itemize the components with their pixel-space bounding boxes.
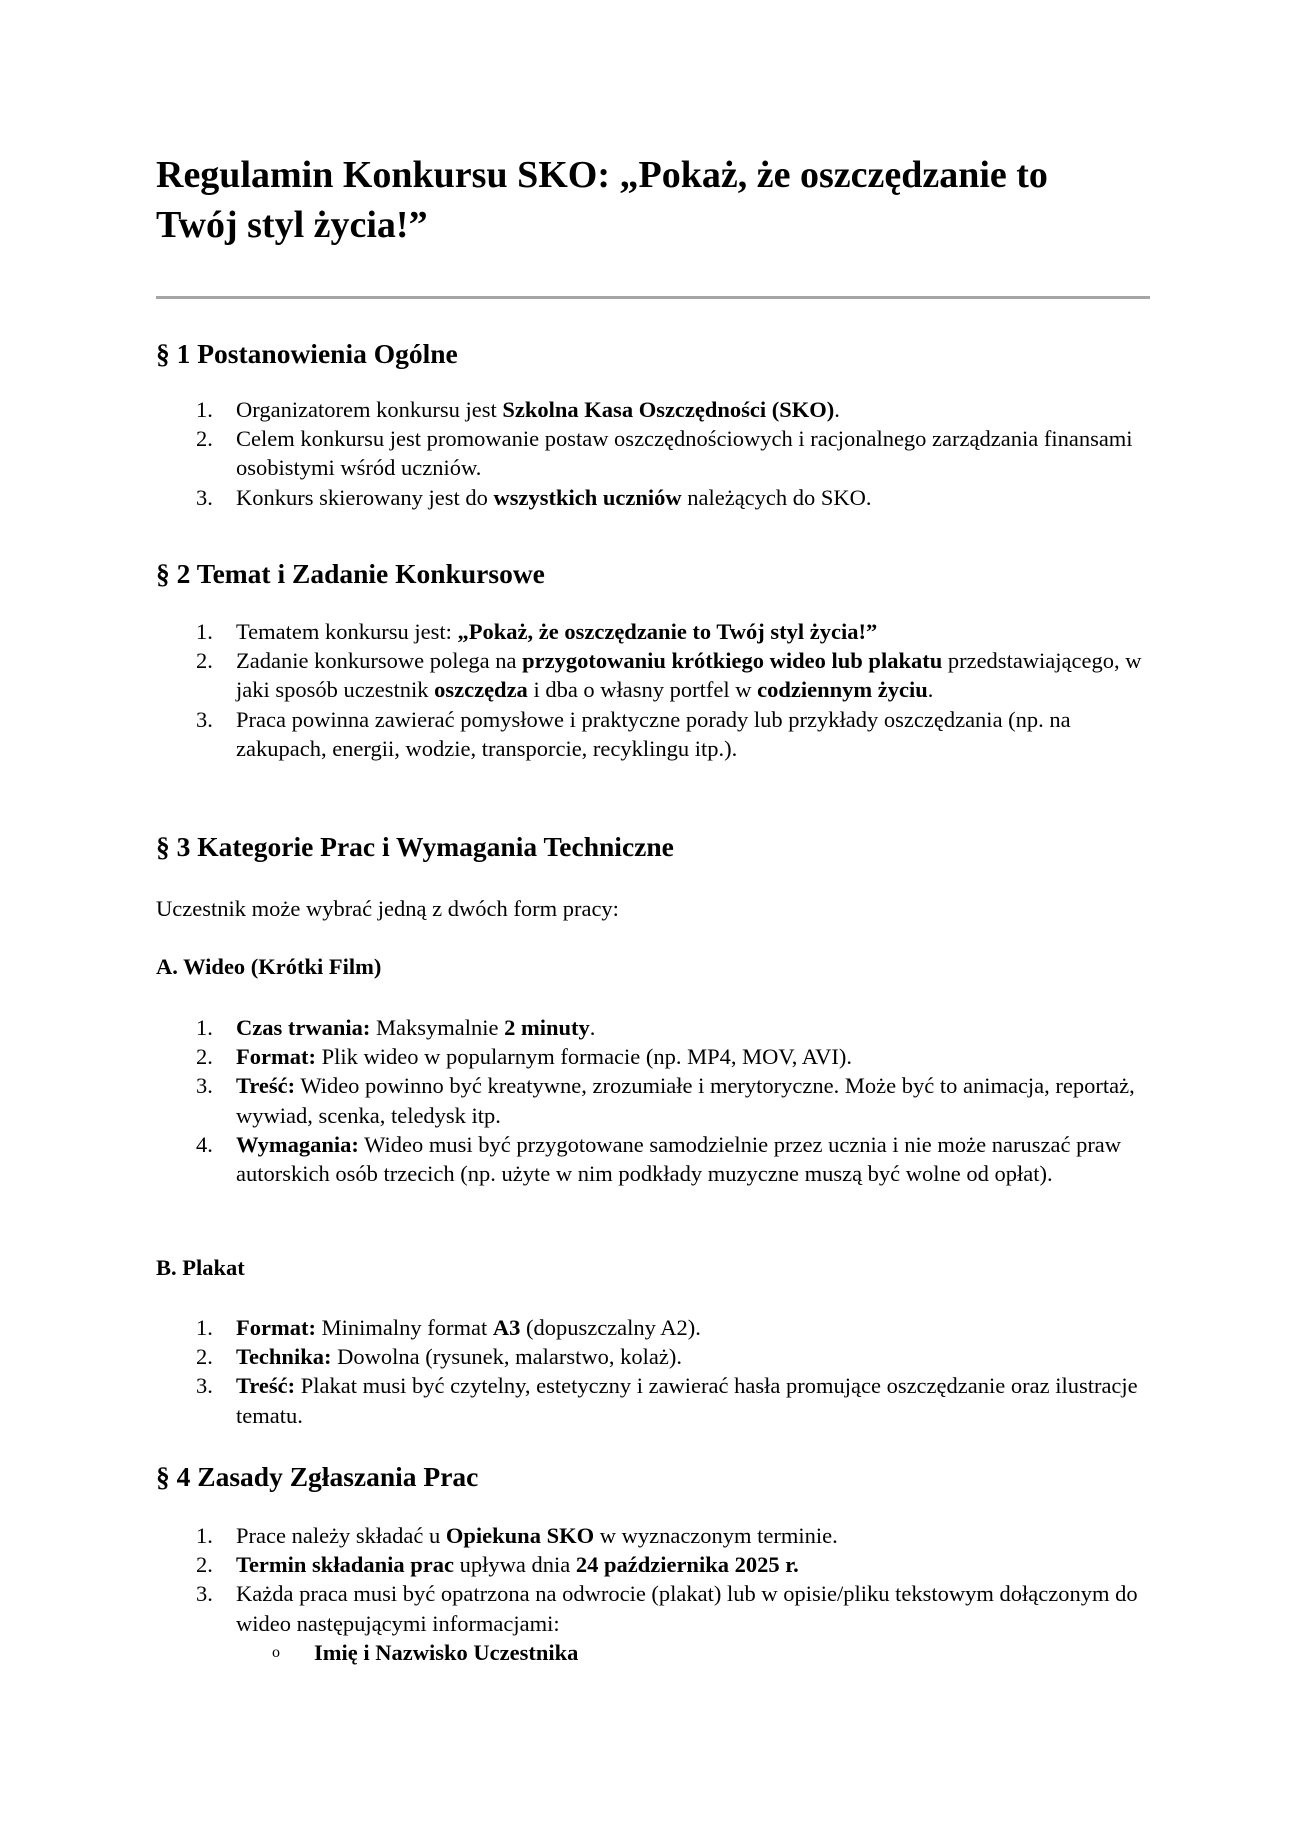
bold-text: przygotowaniu krótkiego wideo lub plakatu [522, 648, 943, 674]
list-item-number: 2. [196, 1044, 213, 1070]
list-item-text: Konkurs skierowany jest do [236, 484, 494, 510]
list-item [156, 1042, 1146, 1071]
bold-text: Szkolna Kasa Oszczędności (SKO) [502, 397, 835, 422]
list-item-text: przedstawiającego, w jaki sposób uczestnik [236, 648, 1142, 703]
list-item-number: 1. [196, 1315, 213, 1340]
list-item-text: Celem konkursu jest promowanie postaw oszczędnościowych i racjonalnego zarządzania finansami osobistymi wśród uczniów. [236, 426, 1133, 481]
list-item [156, 483, 1146, 512]
bold-text: wszystkich uczniów [493, 484, 682, 510]
list-item [156, 424, 1146, 482]
list-item-number: 1. [196, 1523, 213, 1548]
list-item-number: 2. [196, 426, 213, 452]
list-item-text: Minimalny format [315, 1315, 493, 1340]
video-requirements-list [156, 1013, 1146, 1188]
list-item [156, 1579, 1146, 1667]
list-item-text: należących do SKO. [681, 484, 872, 510]
list-item [156, 617, 1146, 646]
list-item-text: Praca powinna zawierać pomysłowe i praktyczne porady lub przykłady oszczędzania (np. na zakupach, energii, wodzie, transporcie, recyklingu itp.). [236, 706, 1071, 761]
list-item-text: . [834, 397, 840, 422]
list-item [156, 1071, 1146, 1129]
bold-text: Wymagania: [236, 1131, 359, 1157]
list-item [156, 646, 1146, 704]
list-item-number: 3. [196, 706, 213, 732]
list-item-number: 3. [196, 1073, 213, 1099]
section-4-list [156, 1521, 1146, 1667]
bold-text: 24 października 2025 r. [575, 1552, 799, 1578]
list-item [156, 1550, 1146, 1579]
sub-list [236, 1638, 1146, 1667]
list-item [156, 1371, 1146, 1429]
list-item-text: Wideo powinno być kreatywne, zrozumiałe i merytoryczne. Może być to animacja, reportaż, wywiad, scenka, teledysk itp. [236, 1073, 1135, 1128]
sub-list-item [236, 1638, 1146, 1667]
list-item-text: (dopuszczalny A2). [520, 1315, 701, 1340]
section-3-intro: Uczestnik może wybrać jedną z dwóch form pracy: [156, 896, 619, 921]
list-item [156, 1130, 1146, 1188]
section-2-list [156, 617, 1146, 763]
bold-text: Czas trwania: [236, 1015, 371, 1040]
list-item-number: 1. [196, 1015, 213, 1040]
subsection-heading-poster: B. Plakat [156, 1255, 245, 1280]
list-item-text: Tematem konkursu jest: [236, 619, 458, 644]
section-heading-4: § 4 Zasady Zgłaszania Prac [156, 1461, 479, 1492]
bold-text: Treść: [236, 1373, 296, 1399]
list-item-text: Maksymalnie [370, 1015, 505, 1040]
circle-bullet-icon: o [272, 1643, 280, 1661]
list-item [156, 1521, 1146, 1550]
horizontal-rule [156, 296, 1150, 299]
list-item-number: 3. [196, 1581, 213, 1607]
title-line-1: Regulamin Konkursu SKO: „Pokaż, że oszczędzanie to [156, 154, 1048, 196]
list-item [156, 1313, 1146, 1342]
list-item-text: Prace należy składać u [236, 1523, 446, 1548]
bold-text: codziennym życiu [757, 677, 928, 703]
list-item-number: 2. [196, 1344, 213, 1370]
bold-text: Opiekuna SKO [445, 1523, 595, 1548]
list-item-text: Plik wideo w popularnym formacie (np. MP4, MOV, AVI). [315, 1044, 852, 1070]
section-heading-1: § 1 Postanowienia Ogólne [156, 338, 458, 369]
list-item-number: 3. [196, 1373, 213, 1399]
list-item-text: i dba o własny portfel w [527, 677, 758, 703]
bold-text: „Pokaż, że oszczędzanie to Twój styl życia!” [457, 619, 878, 644]
list-item-number: 3. [196, 484, 213, 510]
bold-text: Technika: [236, 1344, 332, 1370]
document-title [156, 150, 1156, 250]
list-item-number: 2. [196, 1552, 213, 1578]
title-line-2: Twój styl życia!” [156, 204, 428, 246]
list-item-text: upływa dnia [453, 1552, 576, 1578]
bold-text: oszczędza [434, 677, 528, 703]
list-item-number: 4. [196, 1131, 213, 1157]
list-item-text: Organizatorem konkursu jest [236, 397, 503, 422]
list-item [156, 395, 1146, 424]
list-item-number: 1. [196, 397, 213, 422]
list-item-text: Plakat musi być czytelny, estetyczny i zawierać hasła promujące oszczędzanie oraz ilustracje tematu. [236, 1373, 1138, 1428]
bold-text: Treść: [236, 1073, 296, 1099]
list-item [156, 1342, 1146, 1371]
list-item-number: 1. [196, 619, 213, 644]
bold-text: Format: [236, 1044, 316, 1070]
subsection-heading-video: A. Wideo (Krótki Film) [156, 954, 382, 979]
list-item-text: . [927, 677, 934, 703]
list-item-number: 2. [196, 648, 213, 674]
section-heading-3: § 3 Kategorie Prac i Wymagania Techniczne [156, 831, 674, 862]
sub-list-item-text: Imię i Nazwisko Uczestnika [314, 1639, 579, 1665]
list-item [156, 1013, 1146, 1042]
list-item-text: . [589, 1015, 596, 1040]
section-1-list [156, 395, 1146, 512]
bold-text: Termin składania prac [236, 1552, 454, 1578]
list-item [156, 705, 1146, 763]
list-item-text: Każda praca musi być opatrzona na odwrocie (plakat) lub w opisie/pliku tekstowym dołączonym do wideo następującymi informacjami: [236, 1581, 1138, 1636]
section-heading-2: § 2 Temat i Zadanie Konkursowe [156, 558, 545, 589]
poster-requirements-list [156, 1313, 1146, 1430]
list-item-text: Dowolna (rysunek, malarstwo, kolaż). [331, 1344, 682, 1370]
bold-text: Format: [236, 1315, 316, 1340]
list-item-text: Zadanie konkursowe polega na [236, 648, 523, 674]
bold-text: 2 minuty [504, 1015, 590, 1040]
list-item-text: Wideo musi być przygotowane samodzielnie przez ucznia i nie może naruszać praw autorskich osób trzecich (np. użyte w nim podkłady muzyczne muszą być wolne od opłat). [236, 1131, 1122, 1187]
list-item-text: w wyznaczonym terminie. [594, 1523, 838, 1548]
bold-text: A3 [492, 1315, 521, 1340]
